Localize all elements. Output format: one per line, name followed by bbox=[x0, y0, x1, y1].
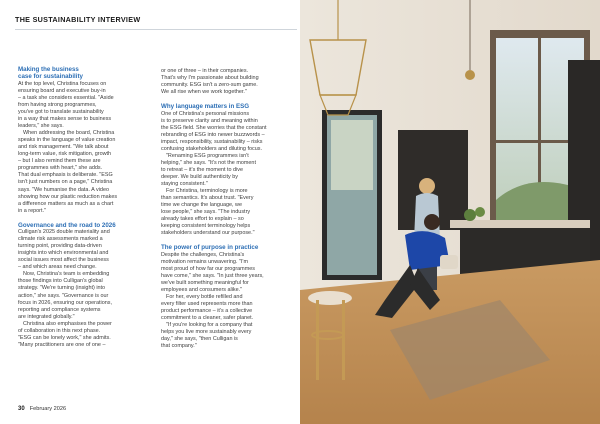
text-line: of collaboration in this next phase. bbox=[18, 327, 101, 334]
paragraph bbox=[18, 271, 146, 320]
text-line: One of Christina's personal missions bbox=[161, 110, 250, 117]
text-line: climate risk assessments marked a bbox=[18, 236, 103, 243]
text-line: Culligan's 2025 double materiality and bbox=[18, 229, 110, 236]
text-line: When addressing the board, Christina bbox=[23, 130, 115, 137]
paragraph bbox=[161, 111, 289, 153]
text-line: We all rise when we work together." bbox=[161, 89, 247, 96]
heading-line: Governance and the road to 2026 bbox=[18, 221, 116, 229]
text-line: – a task she considers essential. "Aside bbox=[18, 94, 114, 101]
text-line: For Christina, terminology is more bbox=[166, 188, 248, 195]
text-line: you've got to translate sustainability bbox=[18, 109, 104, 115]
paragraph bbox=[18, 130, 146, 215]
page-number: 30 bbox=[18, 406, 25, 412]
text-line: Now, Christina's team is embedding bbox=[23, 271, 110, 278]
text-line: "ESG can be lonely work," she admits. bbox=[18, 334, 111, 341]
text-column-right bbox=[161, 68, 289, 351]
text-line: and risk management. "We talk about bbox=[18, 144, 109, 151]
text-line: turning point, providing data-driven bbox=[18, 243, 102, 250]
text-line: than semantics. It's about trust. "Every bbox=[161, 195, 254, 202]
text-line: action," she says. "Governance is our bbox=[18, 292, 109, 299]
issue-date: February 2026 bbox=[29, 406, 67, 412]
text-line: stakeholders understand our purpose." bbox=[161, 230, 255, 237]
text-line: At the top level, Christina focuses on bbox=[18, 80, 107, 87]
heading-business-case bbox=[18, 66, 146, 81]
text-line: long-term value, risk mitigation, growth bbox=[18, 151, 112, 158]
heading-language bbox=[161, 103, 289, 110]
text-line: confusing stakeholders and diluting focus. bbox=[161, 145, 262, 152]
text-line: – but I also remind them these are bbox=[18, 158, 101, 165]
text-line: employees and consumers alike." bbox=[161, 287, 243, 294]
text-line: Despite the challenges, Christina's bbox=[161, 251, 245, 258]
text-line: those findings into Culligan's global bbox=[18, 278, 103, 285]
text-line: time we change the language, we bbox=[161, 202, 243, 209]
text-line: day," she says, "then Culligan is bbox=[161, 336, 238, 343]
text-line: focus in 2026, ensuring our operations, bbox=[18, 299, 113, 306]
kitchen-photo bbox=[300, 0, 600, 424]
text-line: most proud of how far our programmes bbox=[161, 265, 255, 272]
text-line: to retreat – it's the moment to dive bbox=[161, 166, 244, 173]
text-line: are integrated globally." bbox=[18, 313, 75, 320]
header-divider bbox=[15, 29, 297, 30]
text-line: That's why I'm passionate about building bbox=[161, 75, 259, 82]
heading-line: Why language matters in ESG bbox=[161, 103, 250, 111]
paragraph bbox=[161, 252, 289, 294]
text-line: motivation remains unwavering. "I'm bbox=[161, 258, 248, 265]
paragraph bbox=[161, 188, 289, 237]
text-line: staying consistent." bbox=[161, 181, 208, 188]
text-line: showing how our plastic reduction makes bbox=[18, 193, 118, 200]
paragraph bbox=[161, 322, 289, 350]
text-line: "Renaming ESG programmes isn't bbox=[166, 152, 249, 159]
text-line: is to preserve clarity and meaning within bbox=[161, 117, 258, 124]
heading-line: case for sustainability bbox=[18, 73, 83, 81]
paragraph bbox=[18, 81, 146, 130]
text-line: isn't just numbers on a page," Christina bbox=[18, 179, 113, 186]
text-line: For her, every bottle refilled and bbox=[166, 294, 243, 301]
text-line: a difference matters as much as a chart bbox=[18, 200, 114, 207]
text-line: from having strong programmes, bbox=[18, 101, 97, 108]
text-line: deeper. We build authenticity by bbox=[161, 174, 238, 181]
paragraph bbox=[161, 68, 289, 96]
text-line: rebranding of ESG into newer buzzwords – bbox=[161, 131, 265, 138]
text-line: says. "We humanise the data. A video bbox=[18, 186, 109, 193]
text-line: in a report." bbox=[18, 207, 46, 214]
text-line: lose people," she says. "The industry bbox=[161, 209, 251, 216]
text-line: Christina also emphasises the power bbox=[23, 320, 112, 327]
text-line: That dual emphasis is deliberate. "ESG bbox=[18, 172, 113, 179]
text-line: have come," she says. "In just three years, bbox=[161, 272, 264, 279]
text-line: – and which areas need change. bbox=[18, 264, 97, 271]
text-line: impact, responsibility, sustainability – risks bbox=[161, 138, 263, 145]
text-line: leaders," she says. bbox=[18, 123, 64, 130]
heading-governance bbox=[18, 222, 146, 229]
text-line: every filter used represents more than bbox=[161, 301, 253, 308]
paragraph bbox=[18, 229, 146, 271]
text-line: that company." bbox=[161, 343, 197, 350]
text-line: programmes with heart," she adds. bbox=[18, 165, 103, 172]
paragraph bbox=[18, 321, 146, 349]
text-column-left bbox=[18, 66, 146, 349]
text-line: already takes effort to explain – so bbox=[161, 216, 244, 223]
footer-left bbox=[18, 406, 66, 412]
text-line: reporting and compliance systems bbox=[18, 306, 101, 313]
text-line: product performance – it's a collective bbox=[161, 308, 253, 315]
text-line: strategy. "We're turning (insight) into bbox=[18, 285, 106, 292]
text-line: helps you live more sustainably every bbox=[161, 329, 252, 336]
text-line: "Many practitioners are one of one – bbox=[18, 341, 106, 348]
text-line: social issues most affect the business bbox=[18, 257, 109, 264]
text-line: community. ESG isn't a zero-sum game. bbox=[161, 82, 258, 89]
heading-line: Making the business bbox=[18, 66, 79, 73]
text-line: we've built something meaningful for bbox=[161, 280, 249, 287]
paragraph bbox=[161, 153, 289, 188]
text-line: "If you're looking for a company that bbox=[166, 322, 253, 329]
text-line: the ESG field. She worries that the constant bbox=[161, 124, 267, 131]
text-line: insights into which environmental and bbox=[18, 250, 109, 257]
text-line: speaks in the language of value creation bbox=[18, 137, 116, 144]
text-line: or one of three – in their companies. bbox=[161, 68, 249, 74]
heading-purpose bbox=[161, 244, 289, 251]
text-line: commitment to a cleaner, safer planet. bbox=[161, 315, 254, 322]
text-line: ensuring board and executive buy-in bbox=[18, 87, 106, 94]
section-header: THE SUSTAINABILITY INTERVIEW bbox=[15, 14, 141, 24]
text-line: in a way that makes sense to business bbox=[18, 116, 112, 123]
text-line: helping," she says. "It's not the moment bbox=[161, 159, 256, 166]
text-line: keeping consistent terminology helps bbox=[161, 223, 251, 230]
heading-line: The power of purpose in practice bbox=[161, 244, 259, 252]
paragraph bbox=[161, 294, 289, 322]
